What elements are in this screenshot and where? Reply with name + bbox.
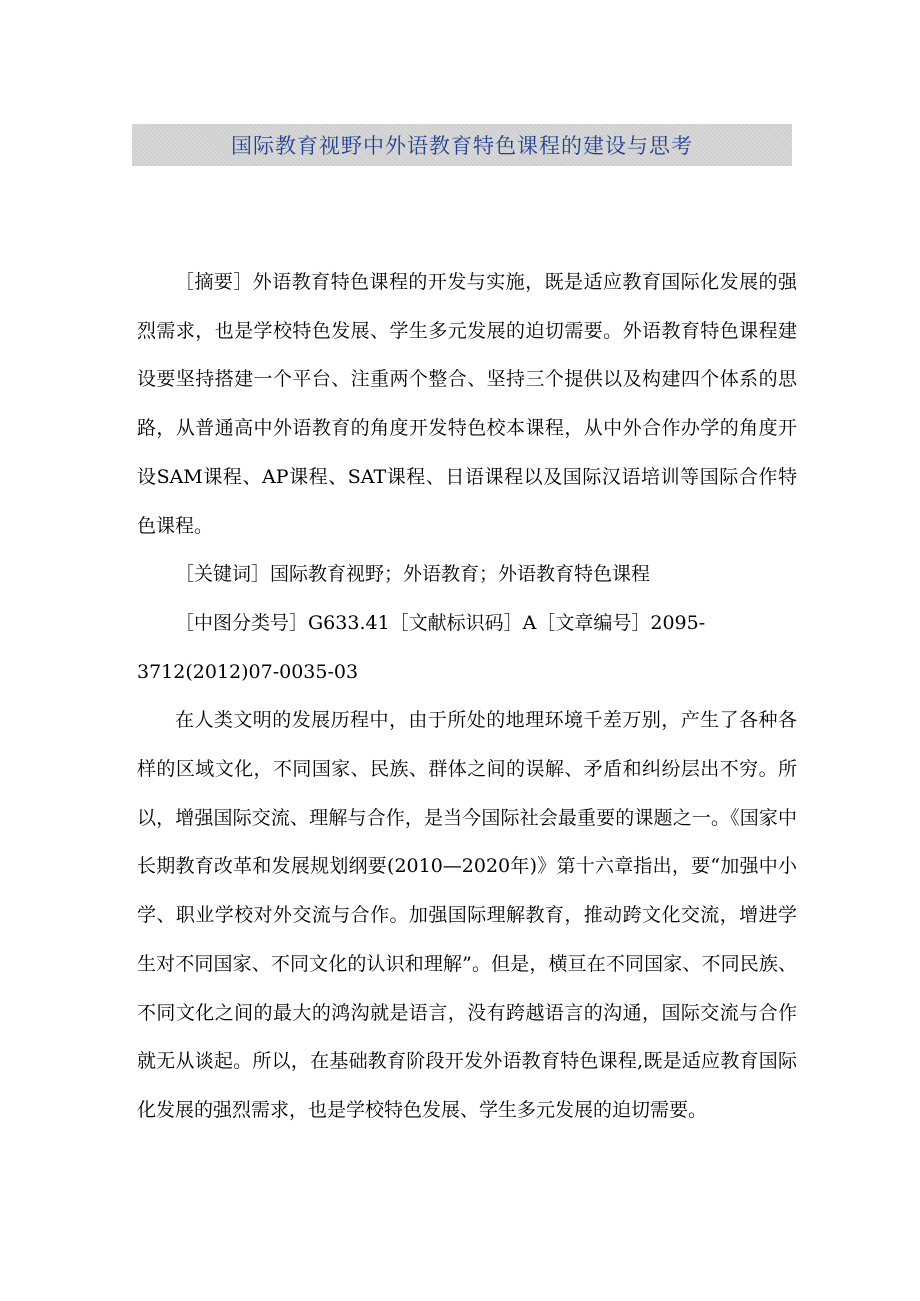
classification-line-2: 3712(2012)07-0035-03 — [137, 660, 359, 683]
classification-line-1: ［中图分类号］G633.41［文献标识码］A［文章编号］2095- — [175, 611, 706, 634]
title-banner — [132, 124, 792, 166]
classification-block — [137, 599, 797, 696]
keywords-paragraph: ［关键词］国际教育视野；外语教育；外语教育特色课程 — [175, 563, 651, 586]
document-title: 国际教育视野中外语教育特色课程的建设与思考 — [231, 134, 693, 158]
document-body — [137, 258, 797, 1135]
intro-paragraph: 在人类文明的发展历程中，由于所处的地理环境千差万别，产生了各种各样的区域文化，不同国家、民族、群体之间的误解、矛盾和纠纷层出不穷。所以，增强国际交流、理解与合作，是当今国际社会最重要的课题之一。《国家中长期教育改革和发展规划纲要(2010—2020年)》第十六章指出，要“加强中小学、职业学校对外交流与合作。加强国际理解教育，推动跨文化交流，增进学生对不同国家、不同文化的认识和理解”。但是，横亘在不同国家、不同民族、不同文化之间的最大的鸿沟就是语言，没有跨越语言的沟通，国际交流与合作就无从谈起。所以，在基础教育阶段开发外语教育特色课程,既是适应教育国际化发展的强烈需求，也是学校特色发展、学生多元发展的迫切需要。 — [137, 709, 797, 1121]
abstract-paragraph: ［摘要］外语教育特色课程的开发与实施，既是适应教育国际化发展的强烈需求，也是学校特色发展、学生多元发展的迫切需要。外语教育特色课程建设要坚持搭建一个平台、注重两个整合、坚持三个提供以及构建四个体系的思路，从普通高中外语教育的角度开发特色校本课程，从中外合作办学的角度开设SAM课程、AP课程、SAT课程、日语课程以及国际汉语培训等国际合作特色课程。 — [137, 271, 797, 537]
